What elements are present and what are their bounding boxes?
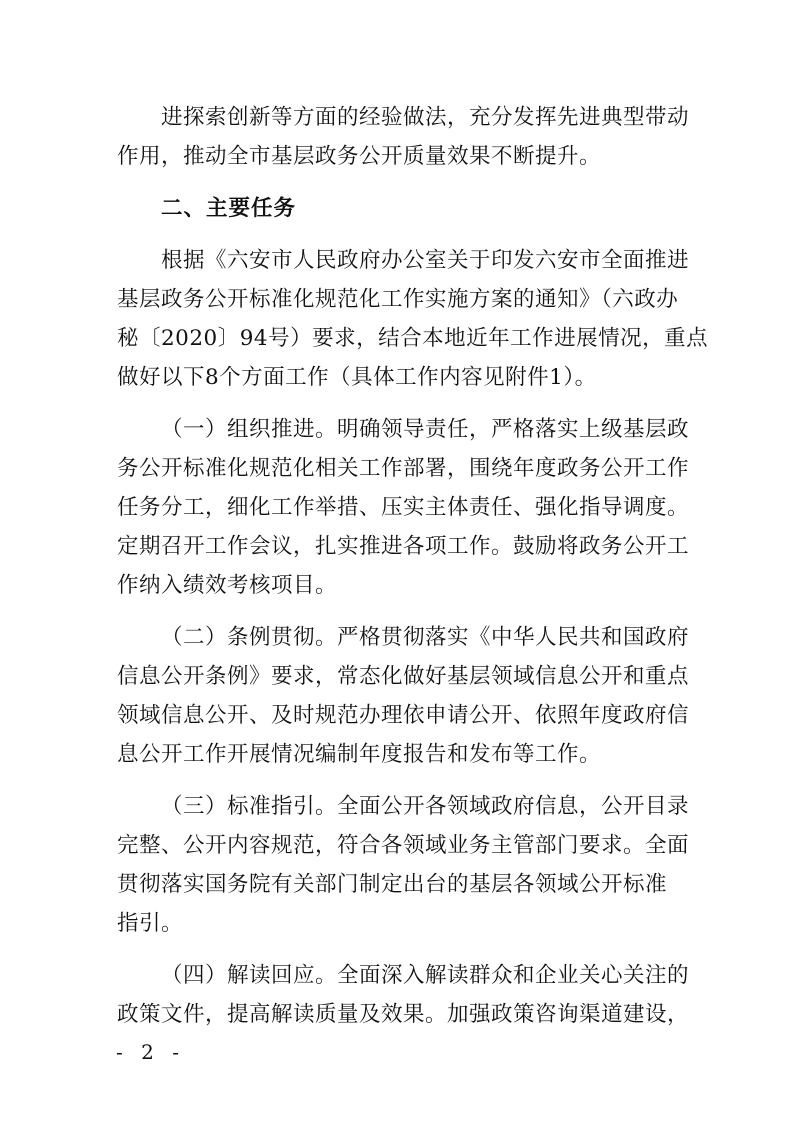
- text-line: 定期召开工作会议，扎实推进各项工作。鼓励将政务公开工: [117, 534, 690, 559]
- spacer: [117, 605, 677, 618]
- spacer: [117, 176, 677, 189]
- spacer: [117, 397, 677, 410]
- text-line: 完整、公开内容规范，符合各领域业务主管部门要求。全面: [117, 833, 690, 858]
- page-number: - 2 -: [116, 1040, 185, 1064]
- intro-paragraph: [117, 98, 690, 176]
- text-line: 进探索创新等方面的经验做法，充分发挥先进典型带动: [161, 105, 690, 130]
- paragraph-standards: [117, 787, 690, 943]
- text-line: 任务分工，细化工作举措、压实主体责任、强化指导调度。: [117, 495, 690, 520]
- text-line: 做好以下8个方面工作（具体工作内容见附件1）。: [117, 365, 597, 390]
- text-line: 秘〔2020〕94号）要求，结合本地近年工作进展情况，重点: [117, 326, 709, 351]
- text-line: （三）标准指引。全面公开各领域政府信息，公开目录: [161, 794, 690, 819]
- spacer: [117, 774, 677, 787]
- text-line: 信息公开条例》要求，常态化做好基层领域信息公开和重点: [117, 664, 690, 689]
- text-line: 领域信息公开、及时规范办理依申请公开、依照年度政府信: [117, 703, 690, 728]
- text-line: （一）组织推进。明确领导责任，严格落实上级基层政: [161, 417, 690, 442]
- section-heading: 二、主要任务: [161, 196, 297, 221]
- text-line: （四）解读回应。全面深入解读群众和企业关心关注的: [161, 963, 690, 988]
- text-line: 作用，推动全市基层政务公开质量效果不断提升。: [117, 144, 602, 169]
- paragraph-regulations: [117, 618, 690, 774]
- text-line: 指引。: [117, 911, 184, 936]
- text-line: 基层政务公开标准化规范化工作实施方案的通知》（六政办: [117, 287, 679, 312]
- text-line: 息公开工作开展情况编制年度报告和发布等工作。: [117, 742, 602, 767]
- spacer: [117, 943, 677, 956]
- text-line: （二）条例贯彻。严格贯彻落实《中华人民共和国政府: [161, 625, 690, 650]
- document-body: [117, 98, 709, 1034]
- spacer: [117, 228, 677, 241]
- text-line: 作纳入绩效考核项目。: [117, 573, 338, 598]
- text-line: 务公开标准化规范化相关工作部署，围绕年度政务公开工作: [117, 456, 690, 481]
- text-line: 根据《六安市人民政府办公室关于印发六安市全面推进: [161, 248, 690, 273]
- text-line: 政策文件，提高解读质量及效果。加强政策咨询渠道建设，: [117, 1002, 690, 1027]
- paragraph-basis: [117, 241, 709, 397]
- paragraph-organization: [117, 410, 690, 605]
- paragraph-interpretation: [117, 956, 690, 1034]
- text-line: 贯彻落实国务院有关部门制定出台的基层各领域公开标准: [117, 872, 668, 897]
